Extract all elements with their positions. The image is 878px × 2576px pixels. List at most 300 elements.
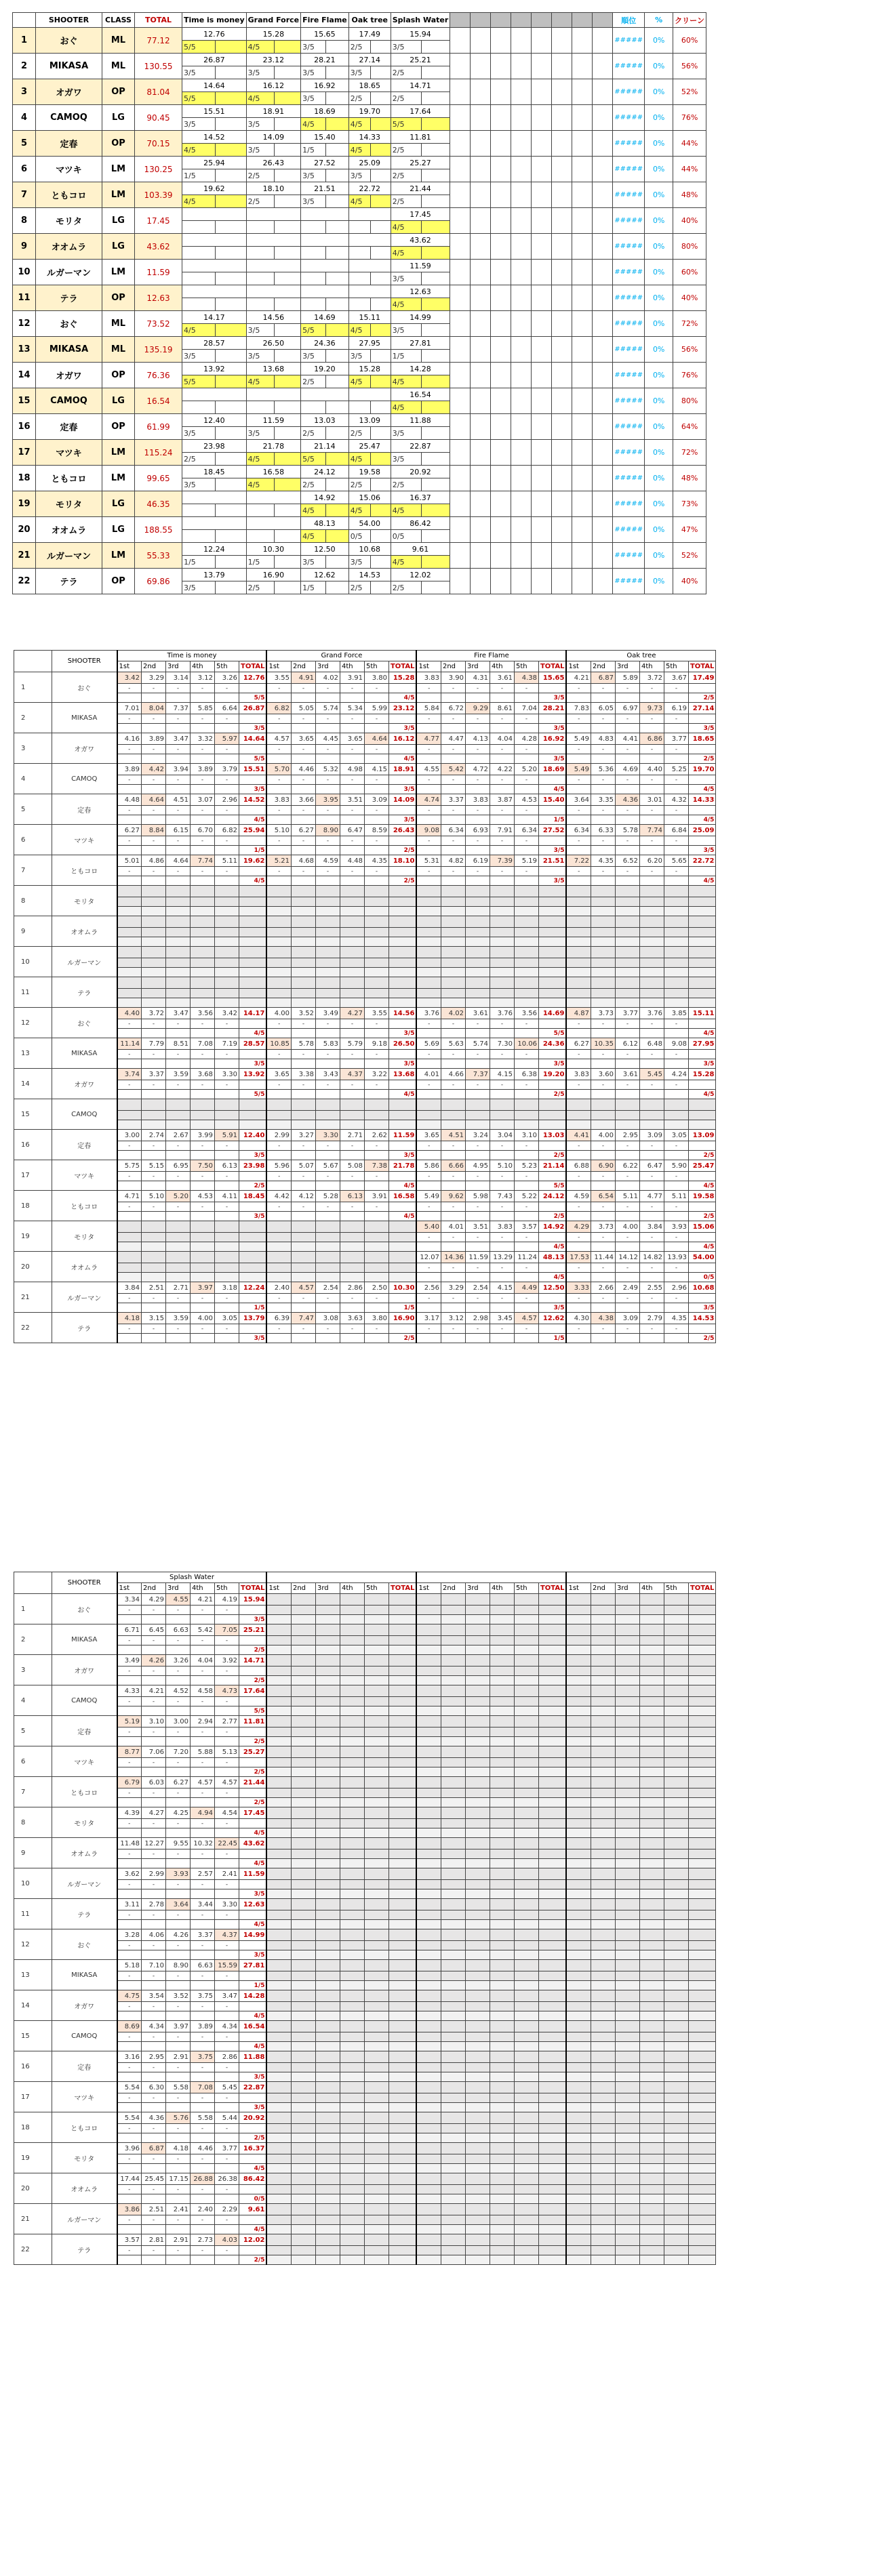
- header-run: 3rd: [465, 1583, 490, 1594]
- run-marker: -: [441, 867, 465, 876]
- detail-row-sub2: [14, 846, 716, 855]
- stage-total: 12.76: [239, 672, 267, 684]
- rank-value: #####: [613, 491, 645, 517]
- run-extra: [465, 693, 490, 703]
- stage-hits: [301, 247, 325, 260]
- spacer-cell: [450, 311, 471, 337]
- run-marker: -: [514, 684, 538, 693]
- detail-row-sub2: [14, 1242, 716, 1252]
- stage-hits: 3/5: [388, 1151, 416, 1160]
- run-time: [639, 2021, 664, 2032]
- stage-hits-bar: [421, 401, 450, 414]
- detail-row-sub: [14, 897, 716, 907]
- run-extra: [166, 1273, 191, 1282]
- row-number: 11: [14, 1899, 52, 1929]
- run-extra: [416, 1615, 441, 1624]
- run-marker: [664, 1880, 688, 1889]
- run-marker: [441, 958, 465, 968]
- run-time: [615, 2082, 639, 2093]
- run-extra: [591, 1706, 615, 1716]
- run-time: [166, 886, 191, 897]
- stage-total: 14.33: [688, 794, 715, 806]
- run-marker: [364, 2002, 388, 2011]
- run-time: [291, 1624, 315, 1636]
- run-extra: [340, 1920, 364, 1929]
- run-marker: -: [142, 2093, 166, 2103]
- run-marker: [416, 2154, 441, 2164]
- run-time: [315, 1960, 340, 1971]
- run-time: 3.75: [191, 2051, 215, 2063]
- run-marker: -: [441, 775, 465, 785]
- stage-time: 43.62: [391, 234, 450, 247]
- stage-hits: 4/5: [182, 144, 216, 157]
- run-extra: [441, 1059, 465, 1069]
- run-marker: [441, 2063, 465, 2072]
- stage-total-blank: [688, 1880, 715, 1889]
- stage-total: 14.99: [239, 1929, 267, 1941]
- stage-total: [688, 977, 715, 989]
- run-marker: -: [364, 745, 388, 754]
- header-run: 5th: [215, 1583, 239, 1594]
- run-marker: -: [591, 1324, 615, 1334]
- run-time: 2.74: [142, 1130, 166, 1141]
- run-marker: [266, 1727, 291, 1737]
- run-marker: -: [215, 745, 239, 754]
- run-time: [591, 1746, 615, 1758]
- run-time: [490, 2082, 514, 2093]
- run-marker: [315, 2185, 340, 2194]
- run-marker: [591, 2185, 615, 2194]
- run-extra: [566, 2103, 591, 2112]
- shooter-class: LM: [102, 182, 135, 208]
- run-marker: -: [142, 1667, 166, 1676]
- shooter-name: オオムラ: [36, 234, 102, 260]
- run-marker: [266, 989, 291, 998]
- run-time: [490, 1746, 514, 1758]
- run-marker: -: [117, 1019, 142, 1029]
- run-marker: -: [514, 1172, 538, 1181]
- run-extra: [465, 907, 490, 916]
- run-marker: -: [664, 1263, 688, 1273]
- run-extra: [639, 1920, 664, 1929]
- run-time: 2.67: [166, 1130, 191, 1141]
- header-blank: [14, 1572, 52, 1594]
- detail-row: [14, 1624, 716, 1636]
- run-extra: [215, 1059, 239, 1069]
- stage-time: 54.00: [348, 517, 391, 530]
- run-time: 7.08: [191, 1038, 215, 1050]
- run-time: [340, 1099, 364, 1111]
- detail-section-a: [0, 647, 878, 1562]
- stage-time: 18.69: [301, 105, 349, 118]
- run-marker: [591, 1819, 615, 1828]
- detail-row-sub: [14, 1233, 716, 1242]
- run-marker: [465, 989, 490, 998]
- run-marker: -: [441, 1080, 465, 1090]
- stage-hits: 5/5: [538, 1181, 566, 1191]
- run-marker: -: [117, 1141, 142, 1151]
- stage-hits: [688, 1737, 715, 1746]
- run-time: 4.46: [291, 764, 315, 775]
- stage-total: 14.52: [239, 794, 267, 806]
- run-time: [615, 2021, 639, 2032]
- run-extra: [291, 1181, 315, 1191]
- run-time: 3.91: [340, 672, 364, 684]
- run-marker: [315, 2124, 340, 2133]
- stage-total-blank: [538, 1050, 566, 1059]
- run-time: 5.78: [615, 825, 639, 836]
- run-extra: [441, 2164, 465, 2173]
- stage-total-blank: [388, 1880, 416, 1889]
- stage-hits: 4/5: [688, 785, 715, 794]
- stage-total-blank: [688, 806, 715, 815]
- detail-row-sub: [14, 1636, 716, 1645]
- run-time: [191, 947, 215, 958]
- stage-hits: [538, 2042, 566, 2051]
- header-run: 5th: [215, 661, 239, 672]
- run-time: 13.29: [490, 1252, 514, 1263]
- summary-row: [13, 260, 706, 272]
- spacer-cell: [552, 337, 572, 363]
- row-number: 20: [13, 517, 36, 543]
- run-marker: -: [166, 1849, 191, 1859]
- stage-total-blank: [239, 1880, 267, 1889]
- run-extra: [142, 846, 166, 855]
- detail-row: [14, 1990, 716, 2002]
- run-time: [291, 1594, 315, 1606]
- detail-row-sub: [14, 806, 716, 815]
- run-extra: [566, 1059, 591, 1069]
- run-time: [142, 1221, 166, 1233]
- run-marker: [441, 897, 465, 907]
- run-time: 3.12: [441, 1313, 465, 1324]
- run-extra: [441, 998, 465, 1008]
- spacer-cell: [552, 105, 572, 131]
- run-extra: [465, 1151, 490, 1160]
- stage-hits: [246, 298, 275, 311]
- run-marker: -: [566, 1294, 591, 1303]
- stage-hits: 4/5: [246, 92, 275, 105]
- run-time: [191, 916, 215, 928]
- run-time: 6.54: [591, 1191, 615, 1202]
- stage-total: [688, 1899, 715, 1910]
- stage-hits: 3/5: [688, 1303, 715, 1313]
- run-extra: [465, 937, 490, 947]
- run-marker: [615, 2215, 639, 2225]
- stage-hits: [182, 272, 216, 285]
- run-time: 5.42: [191, 1624, 215, 1636]
- stage-hits: [538, 2164, 566, 2173]
- stage-hits: 2/5: [348, 41, 370, 54]
- stage-hits-bar: [215, 375, 246, 388]
- run-time: [615, 947, 639, 958]
- run-extra: [166, 1120, 191, 1130]
- stage-total: [239, 977, 267, 989]
- run-extra: [340, 1889, 364, 1899]
- run-time: 8.77: [117, 1746, 142, 1758]
- spacer-cell: [511, 517, 532, 543]
- stage-hits-bar: [325, 298, 348, 311]
- run-extra: [416, 1151, 441, 1160]
- run-marker: [591, 1788, 615, 1798]
- stage-time: 25.94: [182, 157, 247, 169]
- shooter-total: 81.04: [135, 79, 182, 105]
- run-extra: [315, 724, 340, 733]
- run-marker: [266, 1263, 291, 1273]
- run-marker: -: [490, 684, 514, 693]
- run-time: 4.18: [166, 2143, 191, 2154]
- run-extra: [490, 1273, 514, 1282]
- run-extra: [166, 1676, 191, 1685]
- run-extra: [364, 724, 388, 733]
- run-extra: [514, 1706, 538, 1716]
- run-marker: [639, 2154, 664, 2164]
- run-marker: -: [664, 806, 688, 815]
- run-time: [266, 2143, 291, 2154]
- run-time: [364, 1929, 388, 1941]
- run-extra: [465, 785, 490, 794]
- run-time: [490, 2051, 514, 2063]
- row-number: 3: [14, 733, 52, 764]
- run-marker: -: [191, 2063, 215, 2072]
- run-marker: [142, 1233, 166, 1242]
- run-extra: [664, 2225, 688, 2234]
- clean-value: 47%: [673, 517, 706, 543]
- run-time: [191, 1221, 215, 1233]
- run-time: [591, 1777, 615, 1788]
- run-extra: [291, 846, 315, 855]
- run-time: 3.44: [191, 1899, 215, 1910]
- stage-time: 17.64: [391, 105, 450, 118]
- header-run: 2nd: [142, 661, 166, 672]
- run-marker: -: [191, 2215, 215, 2225]
- run-extra: [215, 2164, 239, 2173]
- run-time: [441, 2234, 465, 2246]
- stage-total: 18.91: [388, 764, 416, 775]
- run-time: 3.57: [514, 1221, 538, 1233]
- run-marker: -: [615, 1263, 639, 1273]
- run-marker: [416, 989, 441, 998]
- run-time: 2.99: [142, 1868, 166, 1880]
- stage-total: 15.28: [688, 1069, 715, 1080]
- stage-time: 16.90: [246, 569, 300, 581]
- run-marker: [315, 1849, 340, 1859]
- run-time: 9.08: [416, 825, 441, 836]
- run-marker: -: [191, 836, 215, 846]
- run-time: [291, 1221, 315, 1233]
- run-marker: [566, 2154, 591, 2164]
- stage-total: [688, 1868, 715, 1880]
- row-number: 9: [13, 234, 36, 260]
- run-extra: [191, 1029, 215, 1038]
- run-extra: [364, 968, 388, 977]
- spacer-cell: [511, 208, 532, 234]
- run-time: [291, 1716, 315, 1727]
- spacer-cell: [450, 388, 471, 414]
- run-extra: [591, 1981, 615, 1990]
- run-time: [639, 1807, 664, 1819]
- shooter-name: CAMOQ: [36, 105, 102, 131]
- stage-hits: 3/5: [246, 350, 275, 363]
- stage-time: 14.99: [391, 311, 450, 324]
- run-time: 3.09: [639, 1130, 664, 1141]
- run-marker: -: [664, 775, 688, 785]
- run-time: [465, 2021, 490, 2032]
- run-marker: -: [639, 684, 664, 693]
- stage-total-blank: [388, 1294, 416, 1303]
- run-extra: [465, 1859, 490, 1868]
- stage-hits-bar: [325, 144, 348, 157]
- shooter-name: MIKASA: [52, 1038, 117, 1069]
- run-time: 3.76: [490, 1008, 514, 1019]
- header-run: 2nd: [591, 1583, 615, 1594]
- run-marker: -: [591, 1263, 615, 1273]
- run-extra: [340, 2194, 364, 2204]
- stage-total-blank: [538, 1172, 566, 1181]
- run-marker: -: [191, 745, 215, 754]
- row-number: 5: [14, 794, 52, 825]
- run-marker: -: [465, 1172, 490, 1181]
- spacer-cell: [593, 363, 613, 388]
- run-time: 4.34: [215, 2021, 239, 2032]
- run-extra: [315, 2255, 340, 2265]
- run-extra: [639, 1059, 664, 1069]
- header-blank: [13, 13, 36, 28]
- stage-total-blank: [239, 867, 267, 876]
- run-marker: -: [639, 1050, 664, 1059]
- stage-total-blank: [388, 897, 416, 907]
- stage-hits: [246, 401, 275, 414]
- run-extra: [490, 1120, 514, 1130]
- run-marker: -: [166, 1727, 191, 1737]
- run-extra: [465, 754, 490, 764]
- stage-total-blank: [388, 1050, 416, 1059]
- run-extra: [340, 1334, 364, 1343]
- stage-hits: 4/5: [239, 1859, 267, 1868]
- run-marker: -: [639, 1019, 664, 1029]
- run-time: 7.50: [191, 1160, 215, 1172]
- run-time: 3.30: [215, 1899, 239, 1910]
- run-extra: [340, 907, 364, 916]
- stage-time: 13.68: [246, 363, 300, 375]
- run-extra: [340, 1615, 364, 1624]
- run-marker: -: [465, 1019, 490, 1029]
- run-marker: -: [615, 684, 639, 693]
- stage-total-blank: [388, 2063, 416, 2072]
- run-extra: [514, 1981, 538, 1990]
- run-extra: [166, 937, 191, 947]
- run-marker: [615, 1111, 639, 1120]
- stage-total-blank: [688, 2215, 715, 2225]
- run-time: [364, 2082, 388, 2093]
- run-extra: [315, 1706, 340, 1716]
- run-time: [566, 2143, 591, 2154]
- run-marker: [416, 2124, 441, 2133]
- detail-row: [14, 672, 716, 684]
- run-time: [591, 916, 615, 928]
- run-time: 4.41: [615, 733, 639, 745]
- stage-total-blank: [239, 1080, 267, 1090]
- stage-total-blank: [388, 775, 416, 785]
- spacer-cell: [572, 131, 593, 157]
- run-time: [364, 2143, 388, 2154]
- detail-row: [14, 1899, 716, 1910]
- stage-total-blank: [388, 1667, 416, 1676]
- spacer-cell: [572, 234, 593, 260]
- spacer-cell: [552, 363, 572, 388]
- clean-value: 72%: [673, 440, 706, 466]
- run-time: 4.00: [591, 1130, 615, 1141]
- shooter-class: OP: [102, 79, 135, 105]
- stage-time: 16.92: [301, 79, 349, 92]
- run-time: 5.34: [340, 703, 364, 714]
- run-time: 5.22: [514, 1191, 538, 1202]
- run-extra: [639, 1798, 664, 1807]
- run-extra: [639, 1767, 664, 1777]
- run-time: [142, 916, 166, 928]
- run-time: [615, 2173, 639, 2185]
- run-time: [615, 1624, 639, 1636]
- stage-total: 21.78: [388, 1160, 416, 1172]
- run-time: 3.65: [291, 733, 315, 745]
- run-extra: [191, 2194, 215, 2204]
- stage-total: [538, 1777, 566, 1788]
- run-extra: [291, 1059, 315, 1069]
- run-extra: [615, 1767, 639, 1777]
- spacer-cell: [593, 414, 613, 440]
- run-time: 4.42: [142, 764, 166, 775]
- stage-hits: [388, 1120, 416, 1130]
- run-time: 3.42: [215, 1008, 239, 1019]
- run-extra: [664, 2011, 688, 2021]
- run-time: [364, 1655, 388, 1667]
- run-time: [615, 2051, 639, 2063]
- run-marker: -: [166, 1141, 191, 1151]
- run-marker: -: [191, 1727, 215, 1737]
- run-marker: -: [639, 1324, 664, 1334]
- run-marker: [291, 1849, 315, 1859]
- stage-hits: 3/5: [538, 1303, 566, 1313]
- run-marker: [441, 2246, 465, 2255]
- run-marker: [266, 1880, 291, 1889]
- run-extra: [166, 2072, 191, 2082]
- run-extra: [364, 1981, 388, 1990]
- run-marker: -: [191, 714, 215, 724]
- run-marker: [340, 928, 364, 937]
- run-time: [340, 2234, 364, 2246]
- run-marker: -: [191, 1971, 215, 1981]
- run-extra: [639, 754, 664, 764]
- run-marker: [340, 1606, 364, 1615]
- run-time: 3.89: [142, 733, 166, 745]
- spacer-cell: [552, 260, 572, 285]
- run-time: [664, 1960, 688, 1971]
- run-marker: [615, 928, 639, 937]
- run-time: [340, 1929, 364, 1941]
- run-extra: [291, 815, 315, 825]
- spacer-cell: [471, 543, 491, 569]
- run-marker: -: [142, 1758, 166, 1767]
- stage-hits: [388, 937, 416, 947]
- spacer-cell: [491, 28, 511, 54]
- stage-total-blank: [688, 897, 715, 907]
- stage-total-blank: [239, 1172, 267, 1181]
- run-marker: [490, 1819, 514, 1828]
- stage-total: [388, 2234, 416, 2246]
- run-extra: [441, 1615, 465, 1624]
- stage-total-blank: [688, 1324, 715, 1334]
- run-time: [615, 1929, 639, 1941]
